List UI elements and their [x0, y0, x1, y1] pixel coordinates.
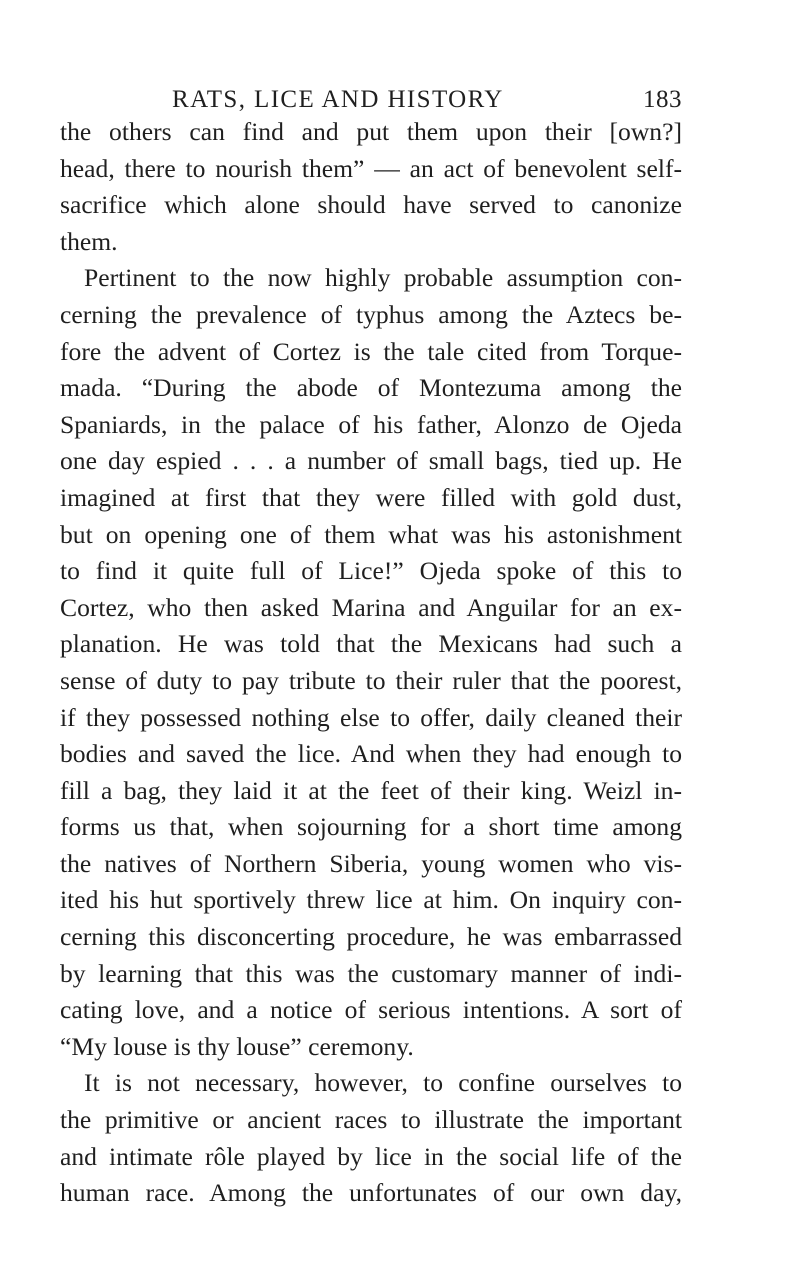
text-line: bodies and saved the lice. And when they had enough to [60, 739, 682, 769]
text-line: cerning the prevalence of typhus among the Aztecs be- [60, 299, 682, 329]
text-line: if they possessed nothing else to offer, daily cleaned their [60, 702, 682, 732]
text-line: cating love, and a notice of serious intentions. A sort of [60, 995, 682, 1025]
text-line: the natives of Northern Siberia, young women who vis- [60, 848, 682, 878]
text-line: by learning that this was the customary manner of indi- [60, 958, 682, 988]
text-line: ited his hut sportively threw lice at him. On inquiry con- [60, 885, 682, 915]
text-line: the others can find and put them upon their [own?] [60, 117, 682, 146]
text-line: “My louse is thy louse” ceremony. [60, 1031, 414, 1061]
page-number: 183 [643, 86, 682, 113]
text-line: forms us that, when sojourning for a short time among [60, 812, 682, 842]
text-line: one day espied . . . a number of small bags, tied up. He [60, 446, 682, 476]
text-line: and intimate rôle played by lice in the social life of the [60, 1141, 682, 1171]
text-line: mada. “During the abode of Montezuma among the [60, 373, 682, 403]
text-line: sense of duty to pay tribute to their ruler that the poorest, [60, 665, 682, 695]
text-line: imagined at first that they were filled with gold dust, [60, 482, 682, 512]
text-line: human race. Among the unfortunates of our own day, [60, 1178, 682, 1208]
body-text [60, 114, 682, 1212]
text-line: head, there to nourish them” — an act of benevolent self- [60, 153, 682, 183]
text-line: the primitive or ancient races to illustrate the important [60, 1105, 682, 1135]
running-head [172, 82, 682, 118]
text-line: sacrifice which alone should have served to canonize [60, 190, 682, 220]
text-line: but on opening one of them what was his astonishment [60, 519, 682, 549]
text-line: to find it quite full of Lice!” Ojeda spoke of this to [60, 556, 682, 586]
text-line: cerning this disconcerting procedure, he was embarrassed [60, 922, 682, 952]
text-line: Spaniards, in the palace of his father, Alonzo de Ojeda [60, 409, 682, 439]
text-line: fill a bag, they laid it at the feet of their king. Weizl in- [60, 775, 682, 805]
text-line: It is not necessary, however, to confine ourselves to [84, 1068, 682, 1098]
running-title: RATS, LICE AND HISTORY [172, 86, 504, 113]
text-line: Pertinent to the now highly probable assumption con- [84, 263, 682, 293]
text-line: fore the advent of Cortez is the tale cited from Torque- [60, 336, 682, 366]
text-line: them. [60, 226, 118, 256]
text-line: planation. He was told that the Mexicans had such a [60, 629, 682, 659]
text-line: Cortez, who then asked Marina and Anguilar for an ex- [60, 592, 682, 622]
